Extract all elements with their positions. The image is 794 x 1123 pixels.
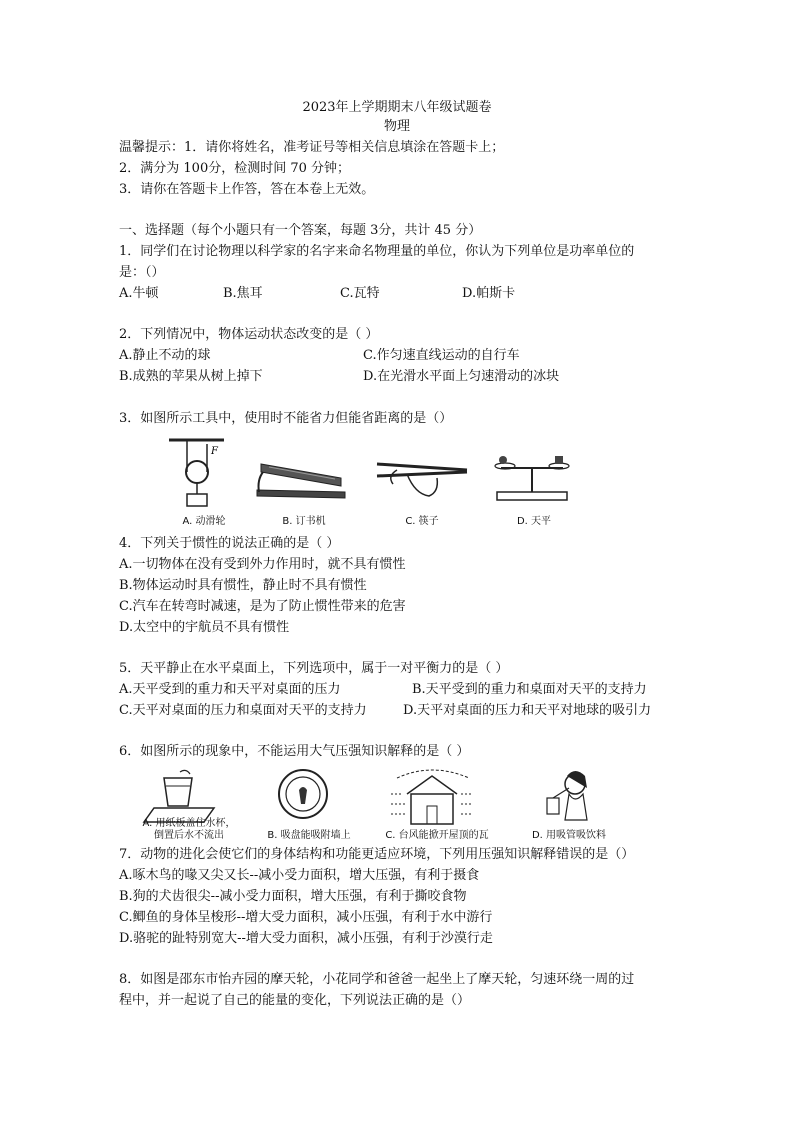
q3-caption-b: B. 订书机 [282, 516, 326, 527]
q7-option-a: A.啄木鸟的喙又尖又长--减小受力面积，增大压强，有利于摄食 [119, 868, 480, 883]
q7-option-c: C.鲫鱼的身体呈梭形--增大受力面积，减小压强，有利于水中游行 [119, 910, 493, 925]
q6-figure-suction [249, 764, 369, 844]
q4-stem: 4．下列关于惯性的说法正确的是（ ） [119, 536, 340, 551]
q4-option-d: D.太空中的宇航员不具有惯性 [119, 620, 290, 635]
q1-option-a: A.牛顿 [119, 286, 159, 301]
q2-option-a: A.静止不动的球 [119, 348, 211, 363]
q3-caption-a: A. 动滑轮 [182, 516, 226, 527]
q7-option-d: D.骆驼的趾特别宽大--增大受力面积，减小压强，有利于沙漠行走 [119, 931, 493, 946]
q5-option-c: C.天平对桌面的压力和桌面对天平的支持力 [119, 703, 367, 718]
q3-figure [119, 434, 679, 530]
q6-caption-d: D. 用吸管吸饮料 [531, 830, 607, 841]
q6-caption-c: C. 台风能掀开屋顶的瓦 [385, 830, 489, 841]
q2-option-b: B.成熟的苹果从树上掉下 [119, 369, 263, 384]
q4-option-a: A.一切物体在没有受到外力作用时，就不具有惯性 [119, 557, 406, 572]
q5-option-b: B.天平受到的重力和桌面对天平的支持力 [412, 682, 647, 697]
q1-option-c: C.瓦特 [340, 286, 380, 301]
q6-caption-b: B. 吸盘能吸附墙上 [267, 830, 351, 841]
subject-title: 物理 [383, 119, 410, 134]
q6-stem: 6．如图所示的现象中，不能运用大气压强知识解释的是（ ） [119, 744, 470, 759]
q3-figure-chopsticks [367, 434, 477, 530]
q1-option-b: B.焦耳 [223, 286, 263, 301]
q6-figure-cup [134, 764, 244, 844]
q7-option-b: B.狗的犬齿很尖--减小受力面积，增大压强，有利于撕咬食物 [119, 889, 467, 904]
q3-caption-c: C. 筷子 [405, 516, 439, 527]
q3-figure-balance [479, 434, 589, 530]
q3-figure-stapler [249, 434, 359, 530]
q6-caption-a-line1: A. 用纸板盖住水杯， [142, 818, 236, 829]
q5-option-a: A.天平受到的重力和天平对桌面的压力 [119, 682, 341, 697]
q2-stem: 2．下列情况中，物体运动状态改变的是（ ） [119, 327, 379, 342]
q3-caption-d: D. 天平 [516, 516, 552, 527]
section-heading: 一、选择题（每个小题只有一个答案，每题 3分，共计 45 分） [119, 223, 482, 238]
q3-figure-pulley [149, 434, 259, 530]
q5-stem: 5．天平静止在水平桌面上，下列选项中，属于一对平衡力的是（ ） [119, 661, 509, 676]
q6-figure-house [377, 764, 497, 844]
q8-stem-line2: 程中，并一起说了自己的能量的变化，下列说法正确的是（） [119, 993, 471, 1008]
exam-title: 2023年上学期期末八年级试题卷 [302, 100, 492, 115]
q5-option-d: D.天平对桌面的压力和天平对地球的吸引力 [403, 703, 652, 718]
q6-figure [119, 764, 679, 844]
q4-option-b: B.物体运动时具有惯性，静止时不具有惯性 [119, 578, 367, 593]
q2-option-c: C.作匀速直线运动的自行车 [363, 348, 520, 363]
q2-option-d: D.在光滑水平面上匀速滑动的冰块 [363, 369, 560, 384]
q1-option-d: D.帕斯卡 [462, 286, 516, 301]
notice-line-3: 3．请你在答题卡上作答，答在本卷上无效。 [119, 182, 375, 197]
notice-line-1: 温馨提示：1．请你将姓名，准考证号等相关信息填涂在答题卡上； [119, 140, 505, 155]
q6-figure-straw [509, 764, 629, 844]
q8-stem-line1: 8．如图是邵东市怡卉园的摩天轮，小花同学和爸爸一起坐上了摩天轮，匀速环绕一周的过 [119, 972, 635, 987]
q1-stem-line1: 1．同学们在讨论物理以科学家的名字来命名物理量的单位，你认为下列单位是功率单位的 [119, 244, 635, 259]
q1-stem-line2: 是：（） [119, 265, 165, 280]
q6-caption-a-line2: 倒置后水不流出 [154, 830, 224, 841]
q7-stem: 7．动物的进化会使它们的身体结构和功能更适应环境，下列用压强知识解释错误的是（） [119, 847, 635, 862]
pulley-force-label: F [211, 446, 218, 457]
q3-stem: 3．如图所示工具中，使用时不能省力但能省距离的是（） [119, 411, 453, 426]
notice-line-2: 2．满分为 100分，检测时间 70 分钟； [119, 161, 351, 176]
q4-option-c: C.汽车在转弯时减速，是为了防止惯性带来的危害 [119, 599, 406, 614]
